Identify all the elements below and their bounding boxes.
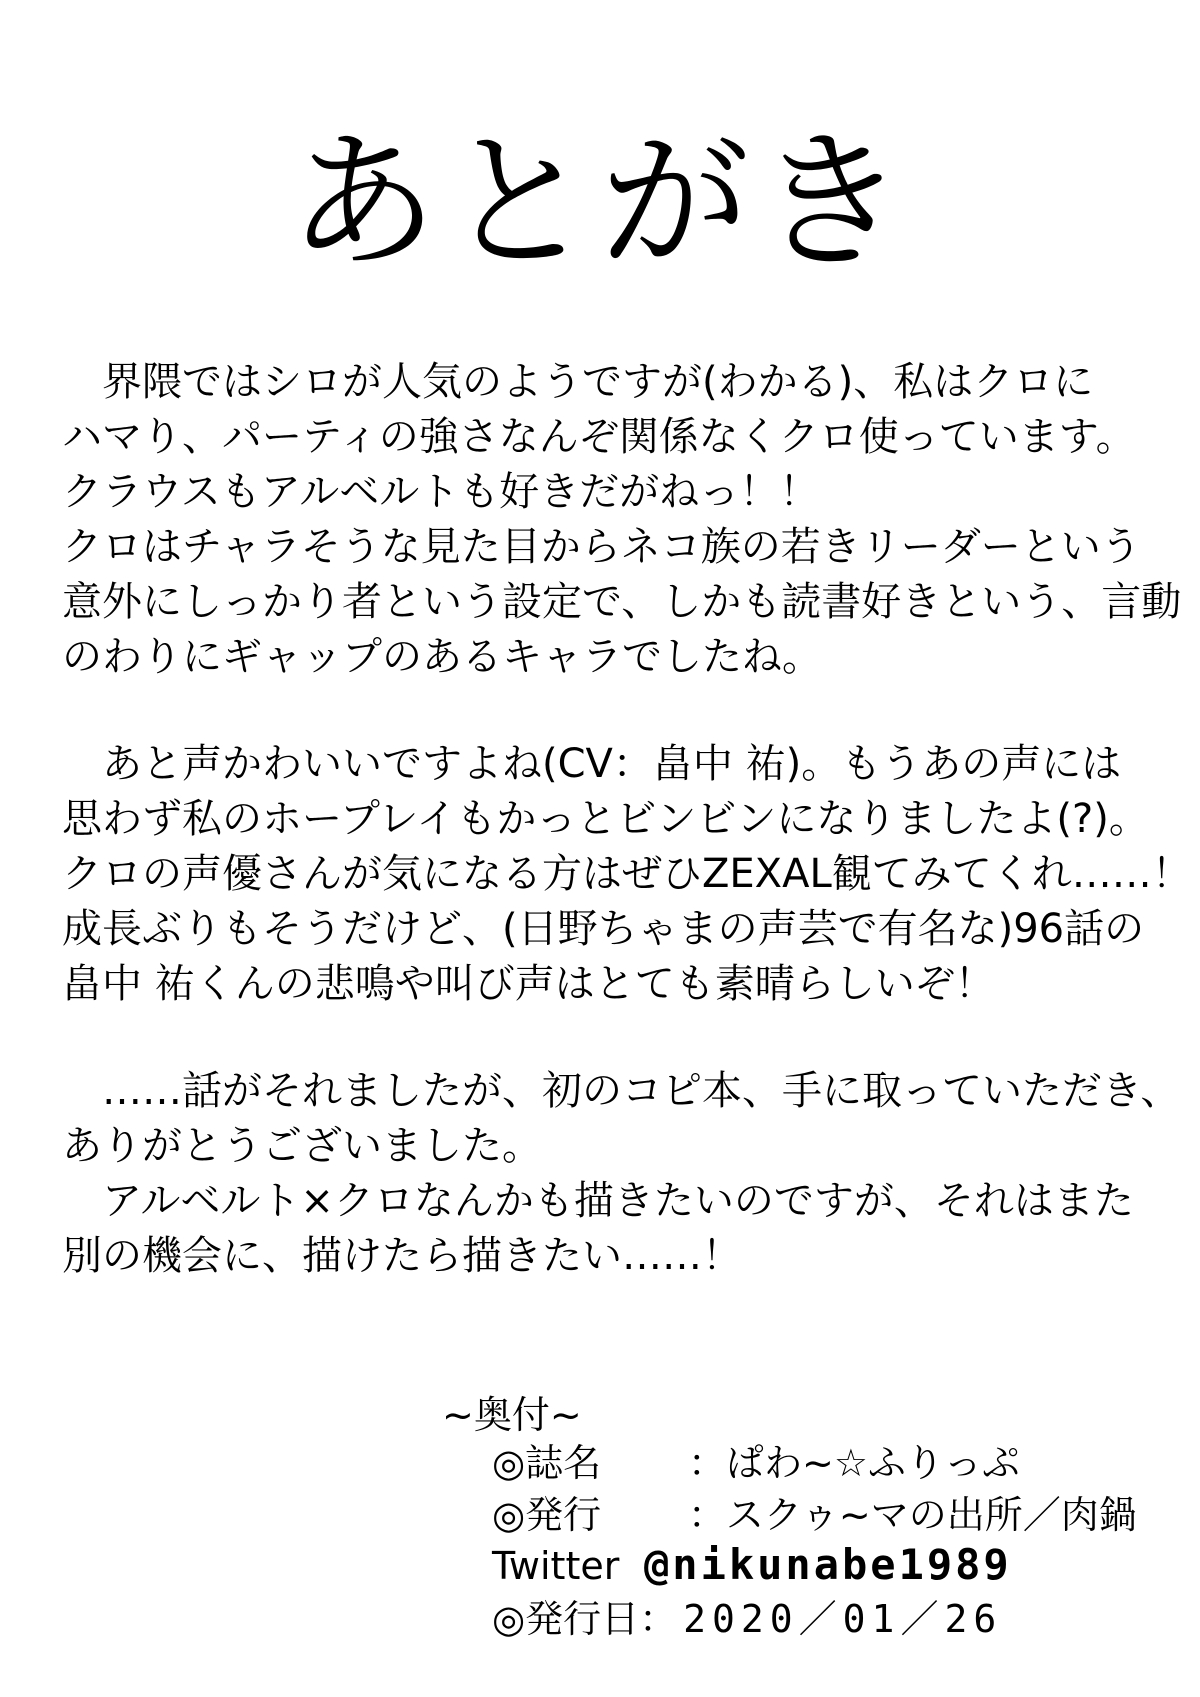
paragraph-3	[62, 1064, 1181, 1284]
text-line: アルベルト×クロなんかも描きたいのですが、それはまた	[62, 1178, 1134, 1224]
colophon-heading: ~奥付~	[442, 1393, 582, 1437]
page-title: あとがき	[287, 116, 912, 290]
text-line: のわりにギャップのあるキャラでしたね。	[62, 634, 822, 680]
text-line: クロの声優さんが気になる方はぜひZEXAL観てみてくれ……！	[62, 851, 1192, 897]
colophon-twitter-label: Twitter	[492, 1544, 620, 1588]
text-line: 界隈ではシロが人気のようですが(わかる)、私はクロに	[62, 359, 1094, 405]
text-line: ……話がそれましたが、初のコピ本、手に取っていただき、	[62, 1068, 1181, 1114]
colophon-publisher-row	[492, 1493, 1137, 1537]
text-line: クロはチャラそうな見た目からネコ族の若きリーダーという	[62, 524, 1141, 570]
text-line: あと声かわいいですよね(CV：畠中 祐)。もうあの声には	[62, 741, 1122, 787]
colophon-title-row	[492, 1441, 1020, 1485]
text-line: 畠中 祐くんの悲鳴や叫び声はとても素晴らしいぞ！	[62, 961, 995, 1007]
text-line: 思わず私のホープレイもかっとビンビンになりましたよ(?)。	[62, 796, 1149, 842]
colophon-date-row	[492, 1597, 1002, 1641]
colophon-publisher-label: ◎発行	[492, 1493, 602, 1537]
colophon-twitter-row	[492, 1540, 1012, 1589]
text-line: クラウスもアルベルトも好きだがねっ！！	[62, 469, 820, 515]
paragraph-2	[62, 737, 1192, 1012]
colophon-date-value: ：2020／01／26	[639, 1597, 1003, 1641]
text-line: 成長ぶりもそうだけど、(日野ちゃまの声芸で有名な)96話の	[62, 906, 1145, 952]
text-line: 意外にしっかり者という設定で、しかも読書好きという、言動	[62, 579, 1182, 625]
afterword-body	[62, 355, 1192, 1336]
text-line: ありがとうございました。	[62, 1123, 542, 1169]
twitter-handle: @nikunabe1989	[644, 1540, 1012, 1589]
colophon-publisher-value: ：スクゥ~マの出所／肉鍋	[688, 1493, 1137, 1537]
colophon-title-value: ：ぱわ~☆ふりっぷ	[688, 1441, 1020, 1485]
colophon-title-label: ◎誌名	[492, 1441, 602, 1485]
text-line: ハマり、パーティの強さなんぞ関係なくクロ使っています。	[62, 414, 1136, 460]
paragraph-1	[62, 355, 1182, 685]
colophon-date-label: ◎発行日	[492, 1597, 640, 1641]
text-line: 別の機会に、描けたら描きたい……！	[62, 1233, 742, 1279]
